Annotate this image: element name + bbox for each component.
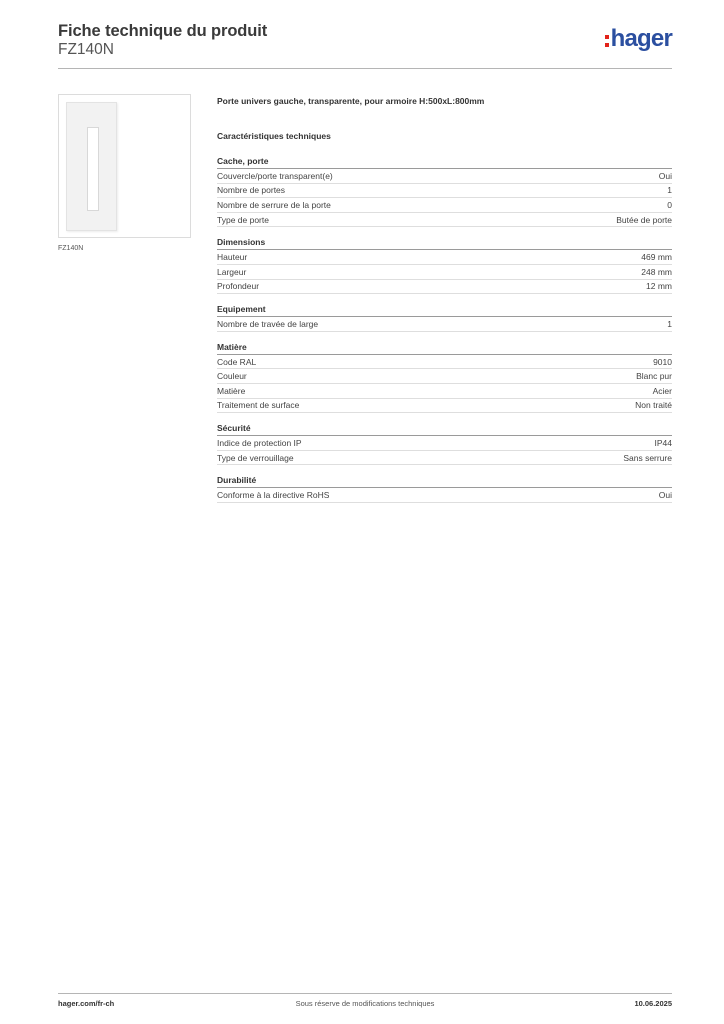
spec-group-title: Durabilité: [217, 475, 257, 486]
page-title: Fiche technique du produit: [58, 22, 268, 40]
spec-label: Hauteur: [217, 252, 248, 263]
spec-group-title: Sécurité: [217, 423, 251, 434]
spec-value: 248 mm: [641, 266, 672, 277]
spec-row: [217, 317, 672, 332]
spec-label: Type de verrouillage: [217, 452, 294, 463]
spec-label: Largeur: [217, 266, 247, 277]
group-spacer: [217, 413, 672, 422]
spec-label: Code RAL: [217, 356, 257, 367]
spec-label: Couleur: [217, 371, 247, 382]
spec-value: IP44: [654, 437, 672, 448]
spec-value: 12 mm: [646, 281, 672, 292]
spec-group: [217, 236, 672, 294]
hager-logo: [605, 26, 672, 52]
spec-value: 469 mm: [641, 252, 672, 263]
spec-row: [217, 436, 672, 451]
spec-value: 0: [667, 199, 672, 210]
spec-label: Matière: [217, 385, 246, 396]
spec-row: [217, 451, 672, 466]
spec-value: Non traité: [635, 400, 672, 411]
spec-row: [217, 280, 672, 295]
spec-row: [217, 213, 672, 228]
spec-group: [217, 474, 672, 503]
group-spacer: [217, 227, 672, 236]
image-caption: FZ140N: [58, 245, 84, 252]
spec-group-title: Matière: [217, 341, 247, 352]
product-image: [58, 94, 191, 238]
spec-row: [217, 250, 672, 265]
footer-notice: Sous réserve de modifications techniques: [295, 999, 435, 1008]
spec-label: Couvercle/porte transparent(e): [217, 170, 333, 181]
spec-row: [217, 384, 672, 399]
spec-label: Profondeur: [217, 281, 260, 292]
logo-text: hager: [610, 25, 672, 52]
footer-website: hager.com/fr-ch: [58, 999, 115, 1008]
group-spacer: [217, 332, 672, 341]
door-cutout: [87, 127, 99, 211]
spec-label: Traitement de surface: [217, 400, 300, 411]
spec-row: [217, 169, 672, 184]
spec-group-title: Cache, porte: [217, 156, 269, 166]
spec-group-title: Equipement: [217, 304, 266, 315]
page-header: [58, 22, 672, 70]
specs-heading: Caractéristiques techniques: [217, 131, 331, 141]
spec-value: Oui: [658, 490, 672, 501]
spec-label: Type de porte: [217, 214, 269, 225]
spec-value: Acier: [652, 385, 672, 396]
product-reference: FZ140N: [58, 41, 114, 58]
spec-group: [217, 422, 672, 465]
spec-row: [217, 488, 672, 503]
spec-label: Nombre de portes: [217, 185, 286, 196]
spec-row: [217, 198, 672, 213]
spec-label: Nombre de serrure de la porte: [217, 199, 331, 210]
spec-group: [217, 341, 672, 413]
spec-row: [217, 265, 672, 280]
spec-value: 9010: [653, 356, 672, 367]
spec-label: Indice de protection IP: [217, 437, 302, 448]
spec-value: 1: [667, 185, 672, 196]
product-specifications: [217, 96, 672, 503]
spec-group: [217, 303, 672, 332]
footer-date: 10.06.2025: [634, 999, 672, 1008]
product-description: Porte univers gauche, transparente, pour armoire H:500xL:800mm: [217, 96, 485, 106]
spec-value: 1: [667, 318, 672, 329]
spec-group: [217, 155, 672, 227]
header-divider: [58, 68, 672, 69]
spec-value: Oui: [658, 170, 672, 181]
spec-row: [217, 355, 672, 370]
spec-label: Conforme à la directive RoHS: [217, 490, 330, 501]
spec-groups: [217, 155, 672, 503]
spec-row: [217, 184, 672, 199]
spec-value: Butée de porte: [616, 214, 672, 225]
door-panel-illustration: [66, 102, 117, 231]
footer-divider: [58, 993, 672, 994]
group-spacer: [217, 465, 672, 474]
group-spacer: [217, 294, 672, 303]
logo-dots-icon: [605, 35, 609, 47]
spec-group-title: Dimensions: [217, 237, 266, 248]
spec-value: Blanc pur: [636, 371, 672, 382]
page-footer: [58, 993, 672, 1013]
spec-row: [217, 369, 672, 384]
spec-label: Nombre de travée de large: [217, 318, 319, 329]
spec-value: Sans serrure: [623, 452, 672, 463]
spec-row: [217, 399, 672, 414]
